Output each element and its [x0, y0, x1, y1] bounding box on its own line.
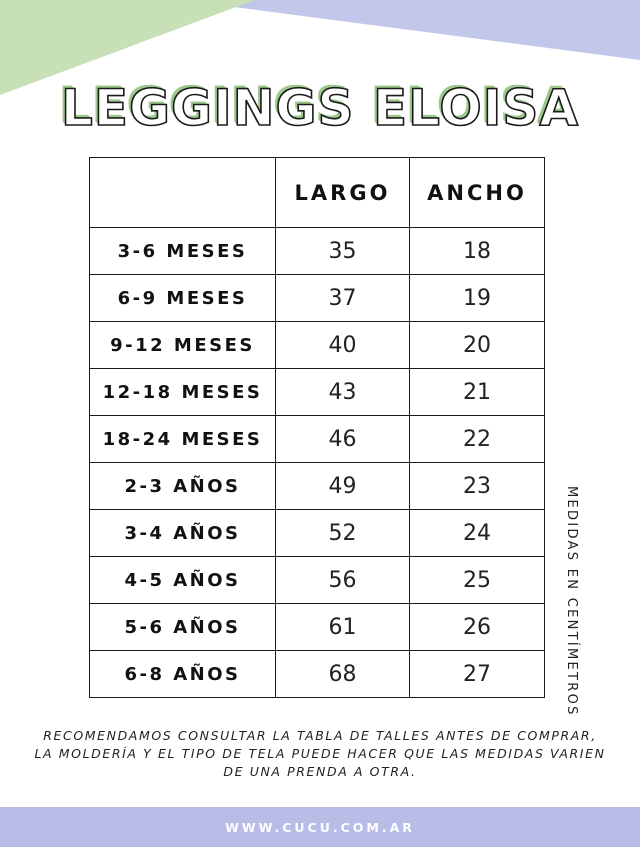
size-label: 9-12 MESES — [90, 322, 276, 369]
table-row — [90, 275, 545, 322]
largo-value: 61 — [276, 604, 410, 651]
size-label: 18-24 MESES — [90, 416, 276, 463]
recommendation-text — [20, 727, 620, 781]
page-title: LEGGINGS ELOISA — [60, 79, 580, 137]
ancho-value: 25 — [410, 557, 545, 604]
size-label: 6-8 AÑOS — [90, 651, 276, 698]
header-ancho: ANCHO — [410, 158, 545, 228]
units-note: MEDIDAS EN CENTÍMETROS — [564, 486, 579, 717]
size-label: 12-18 MESES — [90, 369, 276, 416]
largo-value: 49 — [276, 463, 410, 510]
size-label: 6-9 MESES — [90, 275, 276, 322]
table-row — [90, 322, 545, 369]
recommendation-line: DE UNA PRENDA A OTRA. — [223, 764, 417, 779]
ancho-value: 18 — [410, 228, 545, 275]
ancho-value: 21 — [410, 369, 545, 416]
ancho-value: 26 — [410, 604, 545, 651]
lavender-shape — [180, 0, 640, 60]
footer-bar — [0, 807, 640, 847]
largo-value: 46 — [276, 416, 410, 463]
size-label: 4-5 AÑOS — [90, 557, 276, 604]
largo-value: 52 — [276, 510, 410, 557]
ancho-value: 20 — [410, 322, 545, 369]
ancho-value: 22 — [410, 416, 545, 463]
ancho-value: 27 — [410, 651, 545, 698]
table-row — [90, 416, 545, 463]
ancho-value: 23 — [410, 463, 545, 510]
largo-value: 35 — [276, 228, 410, 275]
size-label: 5-6 AÑOS — [90, 604, 276, 651]
largo-value: 43 — [276, 369, 410, 416]
table-header-row — [90, 158, 545, 228]
recommendation-line: RECOMENDAMOS CONSULTAR LA TABLA DE TALLES ANTES DE COMPRAR, — [43, 728, 597, 743]
table-row — [90, 604, 545, 651]
largo-value: 68 — [276, 651, 410, 698]
table-row — [90, 557, 545, 604]
size-table — [89, 157, 545, 698]
size-label: 3-6 MESES — [90, 228, 276, 275]
size-label: 3-4 AÑOS — [90, 510, 276, 557]
largo-value: 56 — [276, 557, 410, 604]
recommendation-line: LA MOLDERÍA Y EL TIPO DE TELA PUEDE HACER QUE LAS MEDIDAS VARIEN — [34, 746, 606, 761]
table-row — [90, 228, 545, 275]
largo-value: 37 — [276, 275, 410, 322]
ancho-value: 19 — [410, 275, 545, 322]
ancho-value: 24 — [410, 510, 545, 557]
table-row — [90, 651, 545, 698]
largo-value: 40 — [276, 322, 410, 369]
table-row — [90, 463, 545, 510]
table-row — [90, 510, 545, 557]
website-url: WWW.CUCU.COM.AR — [225, 819, 415, 835]
header-largo: LARGO — [276, 158, 410, 228]
size-label: 2-3 AÑOS — [90, 463, 276, 510]
header-size — [90, 158, 276, 228]
table-row — [90, 369, 545, 416]
